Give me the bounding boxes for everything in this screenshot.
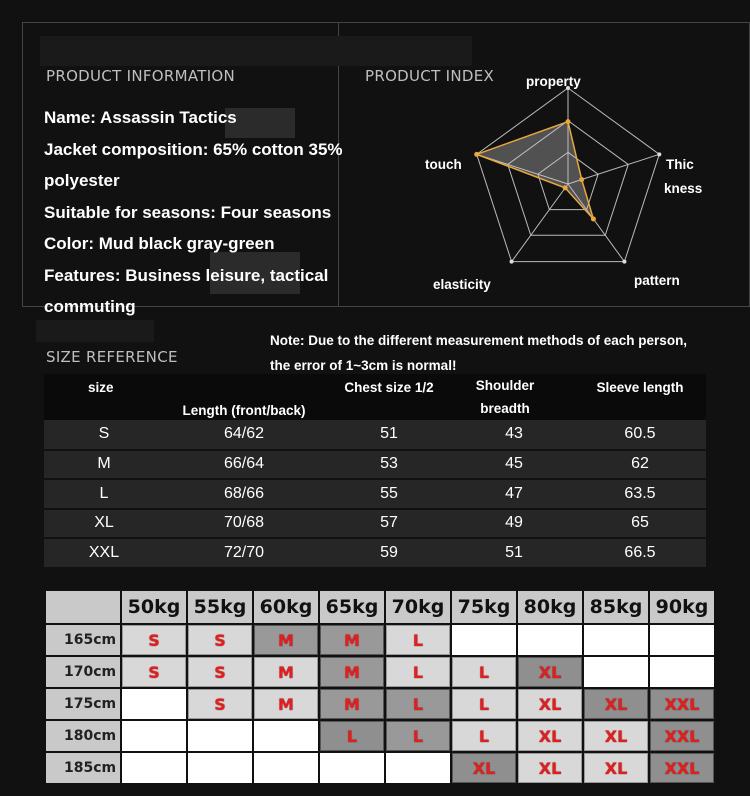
length-cell: 64/62 bbox=[164, 420, 324, 450]
size-chart-cell bbox=[320, 753, 384, 783]
size-chart-cell bbox=[188, 721, 252, 751]
radar-label-pattern: pattern bbox=[634, 273, 680, 288]
size-chart-cell: L bbox=[452, 689, 516, 719]
radar-axis-end bbox=[622, 260, 626, 264]
radar-label-thickness: Thic bbox=[666, 157, 694, 172]
size-chart-cell bbox=[452, 625, 516, 655]
size-chart-cell: L bbox=[386, 625, 450, 655]
sleeve-cell: 65 bbox=[574, 509, 706, 539]
product-info-title: PRODUCT INFORMATION bbox=[46, 67, 236, 85]
shoulder-cell: 43 bbox=[454, 420, 574, 450]
size-table-header bbox=[44, 374, 706, 420]
size-cell: XL bbox=[44, 509, 164, 539]
size-chart-cell: S bbox=[122, 657, 186, 687]
size-chart-cell: M bbox=[320, 689, 384, 719]
size-chart-cell bbox=[518, 625, 582, 655]
size-chart-cell bbox=[188, 753, 252, 783]
product-index-title: PRODUCT INDEX bbox=[365, 67, 495, 85]
size-chart-cell bbox=[122, 721, 186, 751]
info-season: Suitable for seasons: Four seasons bbox=[44, 202, 332, 222]
height-header: 180cm bbox=[46, 721, 120, 751]
size-cell: XXL bbox=[44, 538, 164, 568]
sleeve-cell: 62 bbox=[574, 450, 706, 480]
size-chart-cell: S bbox=[188, 657, 252, 687]
size-chart-cell bbox=[122, 689, 186, 719]
weight-header: 65kg bbox=[320, 591, 384, 623]
chest-cell: 59 bbox=[324, 538, 454, 568]
radar-value-area bbox=[477, 122, 594, 219]
weight-height-chart bbox=[44, 589, 716, 785]
info-features: Features: Business leisure, tactical bbox=[44, 265, 329, 285]
size-chart-cell bbox=[254, 721, 318, 751]
size-chart-cell bbox=[584, 625, 648, 655]
size-chart-cell: M bbox=[320, 657, 384, 687]
size-chart-cell: XL bbox=[518, 753, 582, 783]
weight-header: 80kg bbox=[518, 591, 582, 623]
info-name: Name: Assassin Tactics bbox=[44, 108, 237, 127]
height-header: 165cm bbox=[46, 625, 120, 655]
shoulder-cell: 49 bbox=[454, 509, 574, 539]
note-line-1: Note: Due to the different measurement methods of each person, bbox=[270, 333, 688, 348]
weight-header: 70kg bbox=[386, 591, 450, 623]
sleeve-cell: 66.5 bbox=[574, 538, 706, 568]
size-chart-cell bbox=[254, 753, 318, 783]
length-cell: 70/68 bbox=[164, 509, 324, 539]
size-chart-cell: S bbox=[188, 689, 252, 719]
size-chart-cell bbox=[650, 625, 714, 655]
size-chart-cell: XXL bbox=[650, 721, 714, 751]
size-cell: L bbox=[44, 479, 164, 509]
height-header: 175cm bbox=[46, 689, 120, 719]
shoulder-cell: 45 bbox=[454, 450, 574, 480]
radar-point-property bbox=[566, 119, 571, 124]
size-cell: S bbox=[44, 420, 164, 450]
size-chart-cell bbox=[650, 657, 714, 687]
height-row bbox=[46, 721, 714, 751]
size-cell: M bbox=[44, 450, 164, 480]
radar-point-touch bbox=[474, 152, 479, 157]
sleeve-cell: 60.5 bbox=[574, 420, 706, 450]
info-composition-cont: polyester bbox=[44, 171, 120, 190]
radar-axis-end bbox=[510, 260, 514, 264]
weight-header: 55kg bbox=[188, 591, 252, 623]
size-chart-cell: L bbox=[386, 689, 450, 719]
size-row bbox=[44, 450, 706, 480]
sleeve-cell: 63.5 bbox=[574, 479, 706, 509]
radar-chart bbox=[0, 0, 750, 310]
size-chart-cell: XL bbox=[584, 721, 648, 751]
weight-header: 60kg bbox=[254, 591, 318, 623]
shoulder-cell: 51 bbox=[454, 538, 574, 568]
size-row bbox=[44, 509, 706, 539]
chest-cell: 53 bbox=[324, 450, 454, 480]
radar-axis bbox=[512, 184, 568, 262]
header-shoulder: Shoulder breadth bbox=[454, 374, 574, 420]
size-chart-cell: L bbox=[386, 721, 450, 751]
size-chart-cell: L bbox=[386, 657, 450, 687]
size-chart-cell bbox=[584, 657, 648, 687]
weight-header: 90kg bbox=[650, 591, 714, 623]
radar-point-thickness bbox=[579, 177, 584, 182]
size-banner bbox=[36, 320, 154, 342]
size-row bbox=[44, 479, 706, 509]
info-features-cont: commuting bbox=[44, 297, 136, 316]
size-chart-cell bbox=[122, 753, 186, 783]
weight-header: 50kg bbox=[122, 591, 186, 623]
header-length: Length (front/back) bbox=[164, 374, 324, 420]
chest-cell: 51 bbox=[324, 420, 454, 450]
radar-point-elasticity bbox=[563, 185, 568, 190]
length-cell: 72/70 bbox=[164, 538, 324, 568]
info-color: Color: Mud black gray-green bbox=[44, 234, 275, 253]
size-chart-cell: M bbox=[254, 625, 318, 655]
size-chart-cell: M bbox=[254, 657, 318, 687]
weight-header: 85kg bbox=[584, 591, 648, 623]
length-cell: 68/66 bbox=[164, 479, 324, 509]
size-chart-cell: S bbox=[122, 625, 186, 655]
size-reference-title: SIZE REFERENCE bbox=[46, 348, 178, 366]
chest-cell: 57 bbox=[324, 509, 454, 539]
size-chart-cell bbox=[386, 753, 450, 783]
note-line-2: the error of 1~3cm is normal! bbox=[270, 358, 457, 373]
header-size: size bbox=[44, 374, 164, 420]
size-chart-cell: L bbox=[452, 657, 516, 687]
height-row bbox=[46, 625, 714, 655]
size-row bbox=[44, 538, 706, 568]
size-table bbox=[44, 374, 706, 569]
size-chart-cell: L bbox=[320, 721, 384, 751]
size-note bbox=[270, 328, 730, 378]
radar-label-thickness-cont: kness bbox=[664, 181, 703, 196]
size-chart-cell: XXL bbox=[650, 689, 714, 719]
size-chart-cell: XL bbox=[518, 657, 582, 687]
shoulder-cell: 47 bbox=[454, 479, 574, 509]
size-chart-cell: M bbox=[254, 689, 318, 719]
height-row bbox=[46, 657, 714, 687]
height-row bbox=[46, 753, 714, 783]
size-chart-cell: M bbox=[320, 625, 384, 655]
size-chart-cell: L bbox=[452, 721, 516, 751]
header-sleeve: Sleeve length bbox=[574, 374, 706, 420]
size-chart-cell: S bbox=[188, 625, 252, 655]
header-chest: Chest size 1/2 bbox=[324, 374, 454, 420]
radar-axis-end bbox=[657, 152, 661, 156]
size-chart-cell: XL bbox=[518, 689, 582, 719]
height-row bbox=[46, 689, 714, 719]
size-chart-cell: XL bbox=[452, 753, 516, 783]
height-header: 185cm bbox=[46, 753, 120, 783]
size-chart-cell: XXL bbox=[650, 753, 714, 783]
size-chart-cell: XL bbox=[584, 753, 648, 783]
chart-corner bbox=[46, 591, 120, 623]
radar-label-touch: touch bbox=[425, 157, 462, 172]
height-header: 170cm bbox=[46, 657, 120, 687]
radar-point-pattern bbox=[591, 216, 596, 221]
size-row bbox=[44, 420, 706, 450]
size-chart-cell: XL bbox=[518, 721, 582, 751]
radar-label-elasticity: elasticity bbox=[433, 277, 491, 292]
info-composition: Jacket composition: 65% cotton 35% bbox=[44, 139, 343, 159]
chest-cell: 55 bbox=[324, 479, 454, 509]
radar-label-property: property bbox=[526, 74, 581, 89]
size-chart-cell: XL bbox=[584, 689, 648, 719]
weight-header: 75kg bbox=[452, 591, 516, 623]
length-cell: 66/64 bbox=[164, 450, 324, 480]
